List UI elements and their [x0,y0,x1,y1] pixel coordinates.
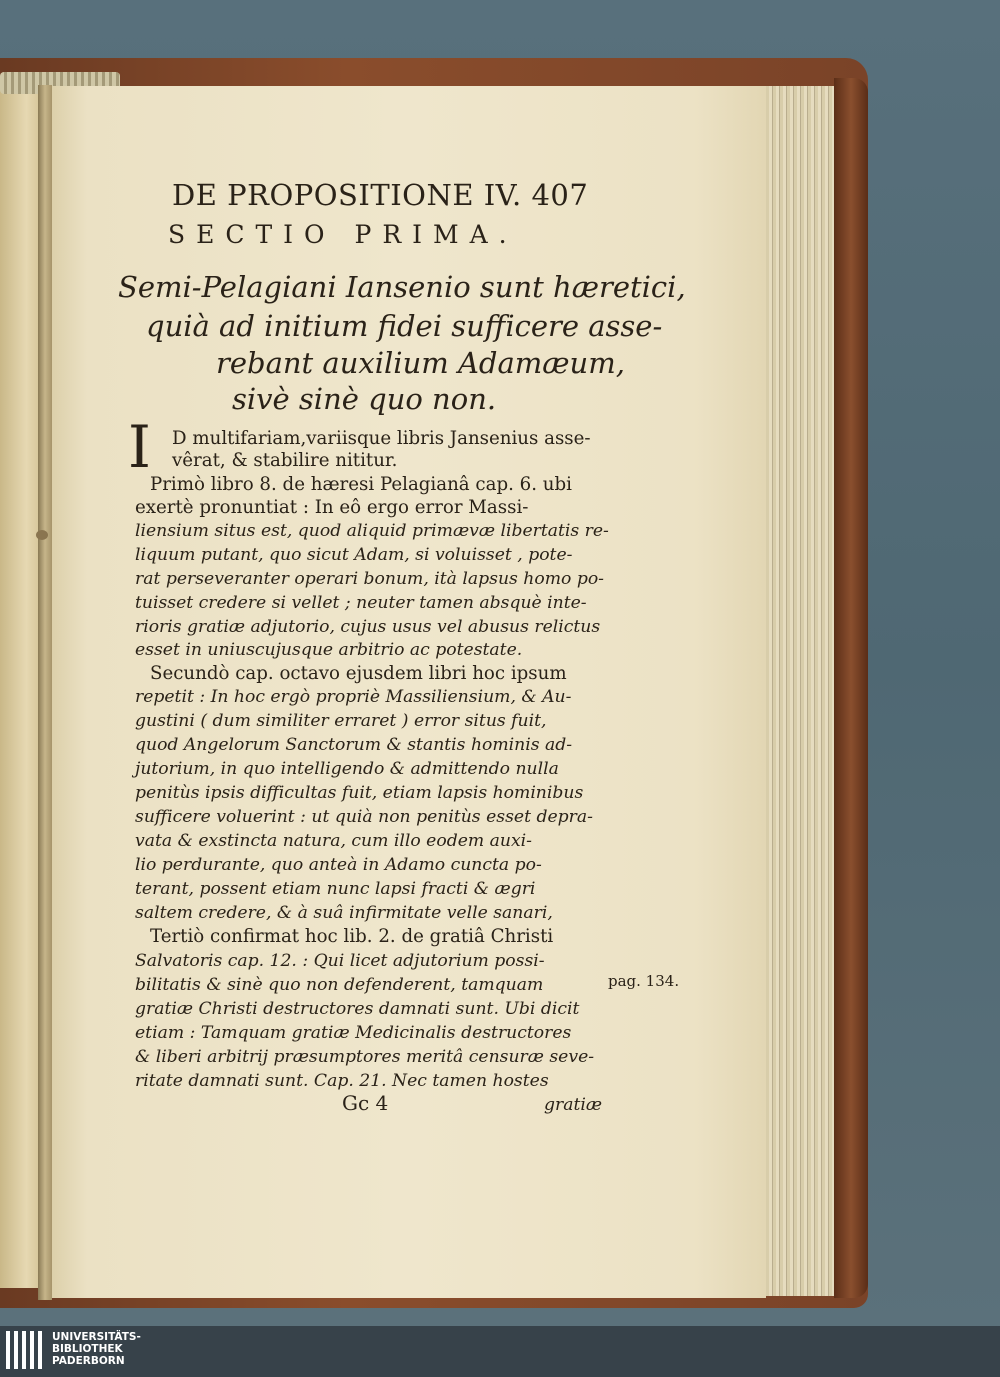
ink-spot [36,530,48,540]
title-line: rebant auxilium Adamæum, [216,346,625,380]
logo-line: UNIVERSITÄTS- [52,1331,141,1343]
signature-mark: Gc 4 [342,1091,389,1115]
body-line: rat perseveranter operari bonum, ità lapsus homo po- [135,569,604,589]
title-line: sivè sinè quo non. [232,382,497,416]
body-line: liquum putant, quo sicut Adam, si voluisset , pote- [135,545,573,565]
library-logo-text [52,1331,141,1367]
cover-edge [834,78,868,1298]
body-line: penitùs ipsis difficultas fuit, etiam lapsis hominibus [135,783,584,803]
page-edges [762,86,834,1296]
body-line: terant, possent etiam nunc lapsi fracti & ægri [135,879,536,899]
body-line: Primò libro 8. de hæresi Pelagianâ cap. 6. ubi [150,474,572,495]
body-line: ritate damnati sunt. Cap. 21. Nec tamen hostes [135,1071,549,1091]
footer-bar [0,1326,1000,1377]
body-line: repetit : In hoc ergò propriè Massiliensium, & Au- [135,687,572,707]
body-line: quod Angelorum Sanctorum & stantis hominis ad- [135,735,573,755]
body-line: tuisset credere si vellet ; neuter tamen absquè inte- [135,593,587,613]
body-line: Salvatoris cap. 12. : Qui licet adjutorium possi- [135,951,545,971]
body-line: vêrat, & stabilire nititur. [172,450,398,471]
gutter [38,85,52,1300]
body-line: exertè pronuntiat : In eô ergo error Massi- [135,497,529,518]
body-line: jutorium, in quo intelligendo & admittendo nulla [135,759,559,779]
body-line: gustini ( dum similiter erraret ) error situs fuit, [135,711,547,731]
body-line: gratiæ Christi destructores damnati sunt. Ubi dicit [135,999,580,1019]
body-line: etiam : Tamquam gratiæ Medicinalis destructores [135,1023,572,1043]
margin-note: pag. 134. [608,972,680,990]
title-line: Semi-Pelagiani Iansenio sunt hæretici, [118,270,686,304]
body-line: esset in uniuscujusque arbitrio ac potestate. [135,640,523,660]
logo-line: BIBLIOTHEK [52,1343,123,1355]
body-line: liensium situs est, quod aliquid primævæ libertatis re- [135,521,609,541]
body-line: & liberi arbitrij præsumptores meritâ censuræ seve- [135,1047,595,1067]
running-header: DE PROPOSITIONE IV. 407 [172,178,589,212]
body-line: vata & exstincta natura, cum illo eodem auxi- [135,831,532,851]
catchword: gratiæ [544,1095,603,1115]
body-line: Tertiò confirmat hoc lib. 2. de gratiâ Christi [150,926,554,947]
body-line: saltem credere, & à suâ infirmitate velle sanari, [135,903,553,923]
body-line: lio perdurante, quo anteà in Adamo cuncta po- [135,855,542,875]
body-line: bilitatis & sinè quo non defenderent, tamquam [135,975,544,995]
body-line: Secundò cap. octavo ejusdem libri hoc ipsum [150,663,567,684]
body-line: rioris gratiæ adjutorio, cujus usus vel abusus relictus [135,617,601,637]
logo-line: PADERBORN [52,1355,125,1367]
library-logo-icon [6,1331,44,1369]
section-heading: SECTIO PRIMA. [168,220,518,249]
drop-cap: I [128,413,151,481]
body-line: D multifariam,variisque libris Jansenius asse- [172,428,591,449]
body-line: sufficere voluerint : ut quià non penitùs esset depra- [135,807,593,827]
title-line: quià ad initium fidei sufficere asse- [146,309,663,343]
